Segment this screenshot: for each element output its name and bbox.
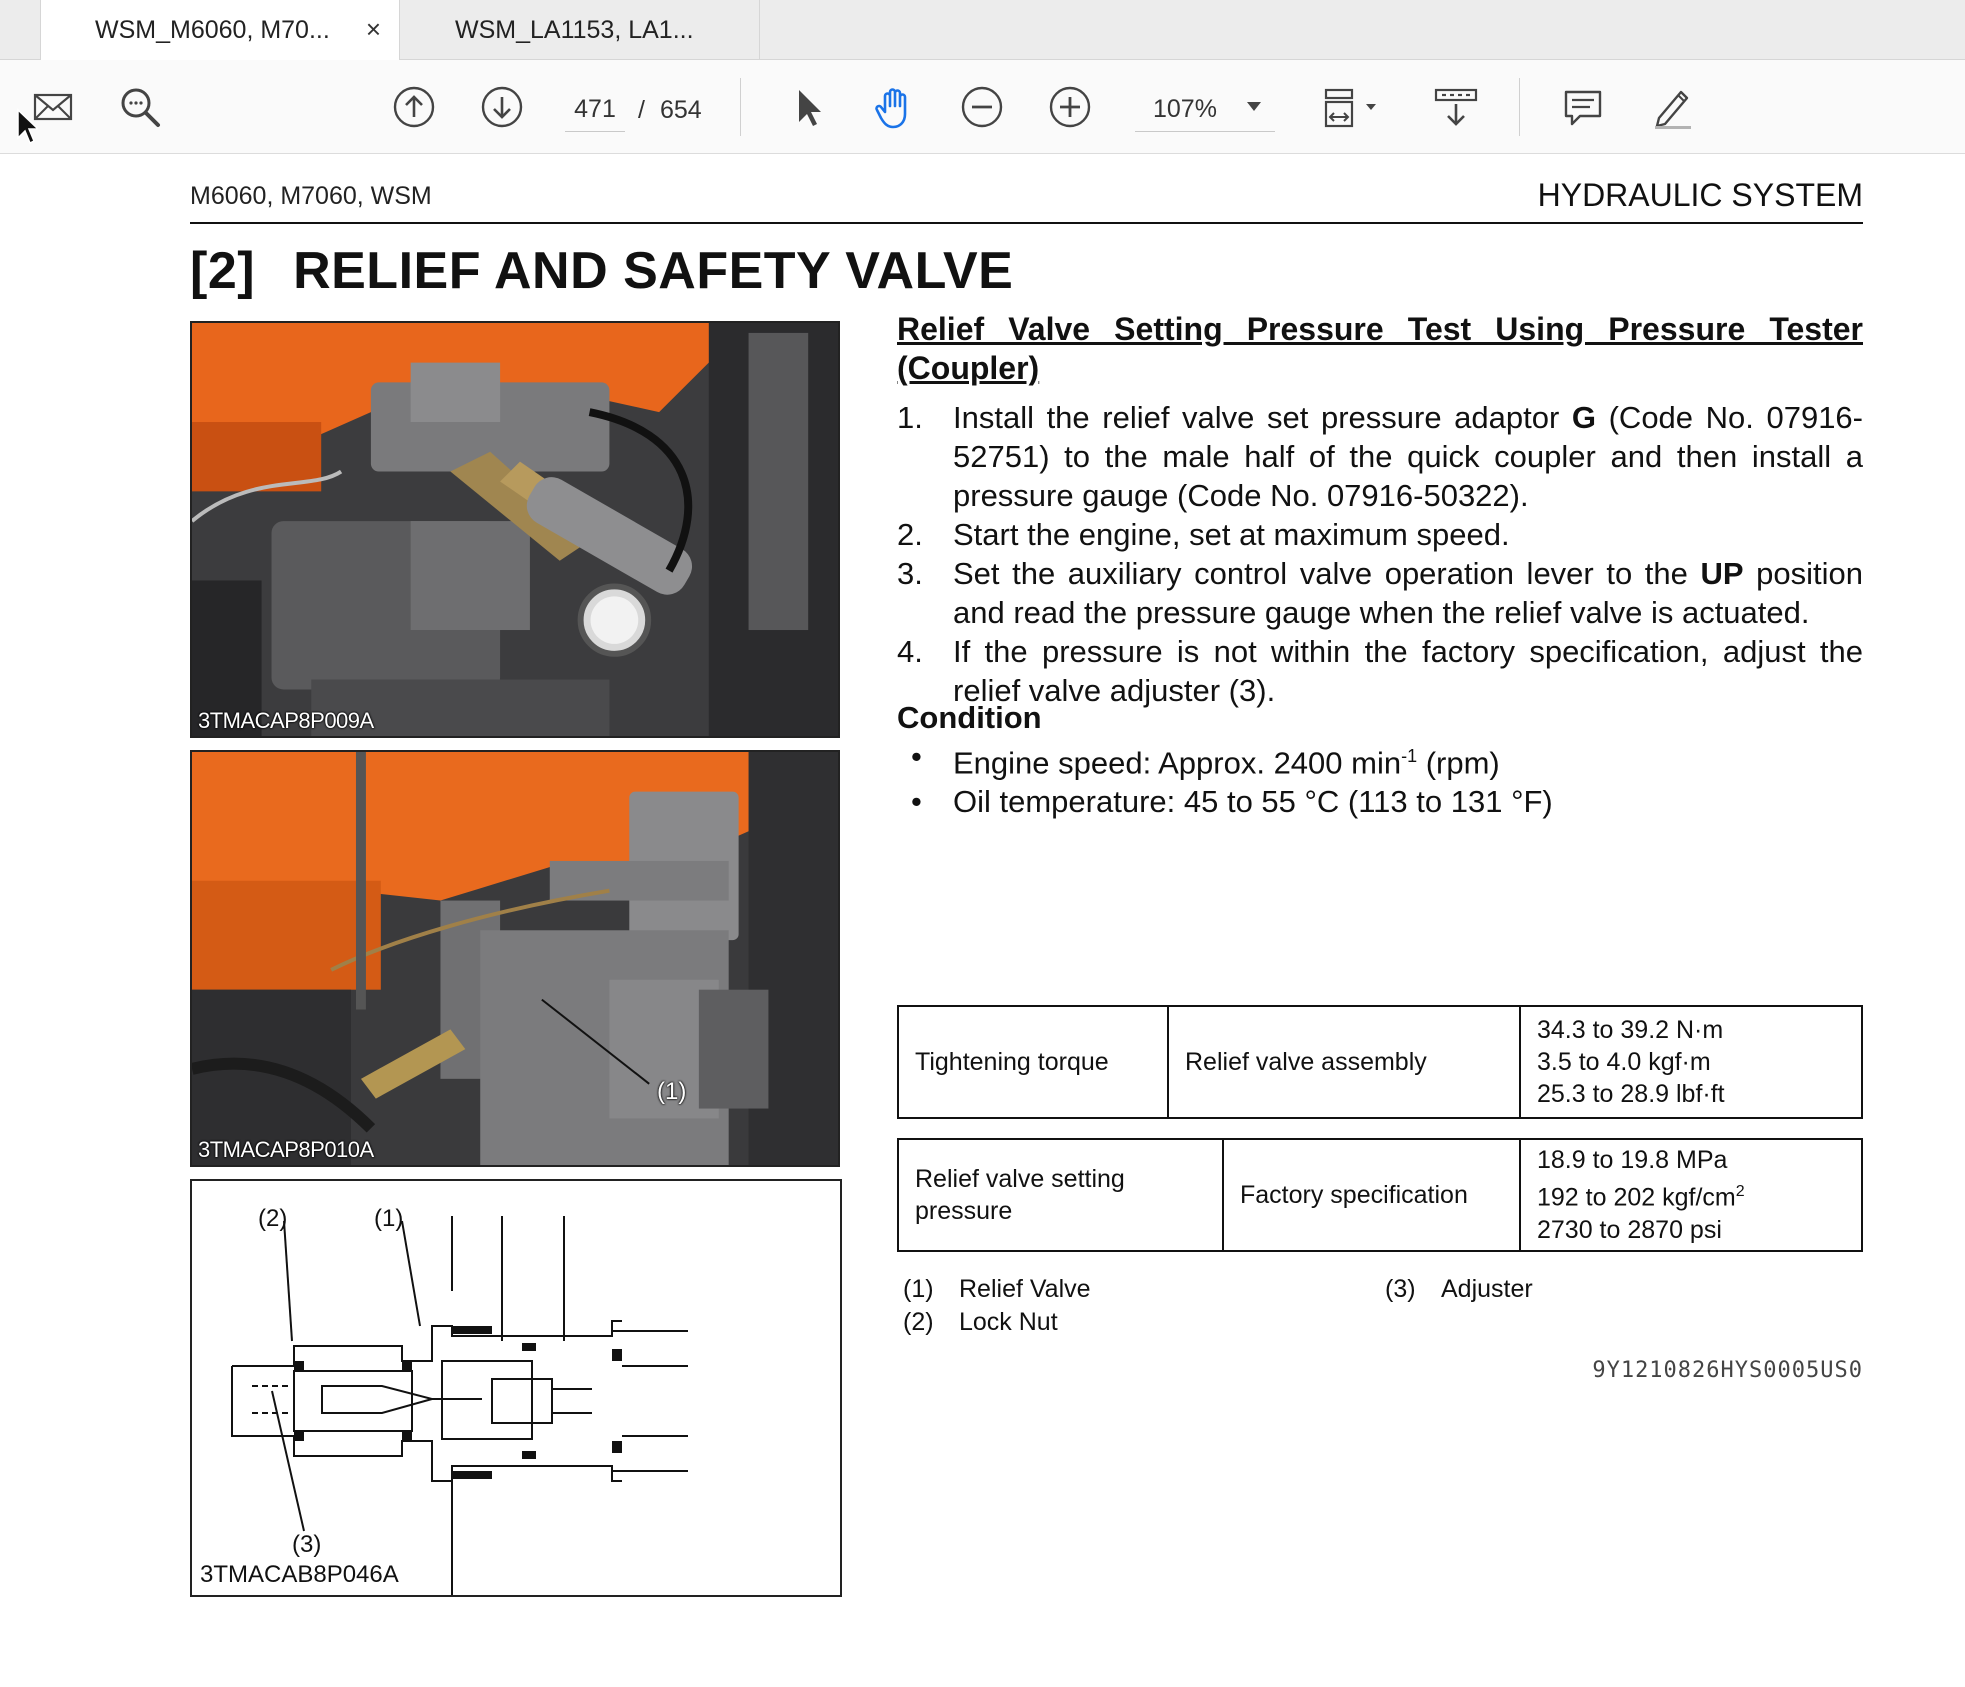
pdf-page xyxy=(0,155,1965,1687)
pdf-toolbar xyxy=(0,60,1965,154)
fit-page-icon[interactable] xyxy=(1318,82,1388,132)
list-item: 1. Install the relief valve set pressure adaptor G (Code No. 07916-52751) to the male half of the quick coupler and then install a pressure gauge (Code No. 07916-50322). xyxy=(897,400,1863,513)
table-cell: Factory specification xyxy=(1223,1139,1520,1251)
zoom-value: 107% xyxy=(1153,95,1217,123)
tightening-torque-table xyxy=(897,1005,1863,1119)
photo-caption: 3TMACAP8P010A xyxy=(198,1137,374,1162)
toolbar-divider xyxy=(740,78,741,136)
tab-wsm-la1153[interactable] xyxy=(400,0,760,60)
zoom-in-icon[interactable] xyxy=(1045,82,1095,132)
list-item: • Engine speed: Approx. 2400 $\min^{-1} (rpm)$ xyxy=(911,739,1500,781)
diagram-callout-3: (3) xyxy=(292,1531,322,1558)
chevron-down-icon xyxy=(1247,102,1261,111)
photo-callout-1: (1) xyxy=(657,1078,687,1105)
list-item: 3. Set the auxiliary control valve operation lever to the UP position and read the pressure gauge when the relief valve is actuated. xyxy=(897,556,1864,630)
zoom-out-icon[interactable] xyxy=(957,82,1007,132)
tab-label: WSM_LA1153, LA1... xyxy=(455,15,694,44)
running-header-right: HYDRAULIC SYSTEM xyxy=(1537,177,1863,213)
table-cell: Relief valve assembly xyxy=(1168,1006,1520,1118)
section-title xyxy=(190,241,1013,301)
page-number-input[interactable]: 471 xyxy=(565,88,625,132)
table-cell: Tightening torque xyxy=(898,1006,1168,1118)
procedure-heading-cont: (Coupler) xyxy=(897,350,1040,386)
procedure-steps xyxy=(897,398,1863,710)
comment-icon[interactable] xyxy=(1558,82,1608,132)
table-cell: 34.3 to 39.2 N·m 3.5 to 4.0 kgf·m 25.3 to 28.9 lbf·ft xyxy=(1520,1006,1862,1118)
section-number: [2] xyxy=(190,242,256,300)
list-item: 4. If the pressure is not within the factory specification, adjust the relief valve adjuster (3). xyxy=(897,634,1863,708)
tab-wsm-m6060[interactable] xyxy=(40,0,400,60)
legend-item: (2) Lock Nut xyxy=(903,1308,1058,1336)
diagram-caption: 3TMACAB8P046A xyxy=(200,1561,399,1588)
hand-icon[interactable] xyxy=(869,82,919,132)
diagram-callout-1: (1) xyxy=(374,1205,404,1232)
select-arrow-icon[interactable] xyxy=(783,82,833,132)
zoom-select[interactable] xyxy=(1135,88,1275,132)
setting-pressure-table xyxy=(897,1138,1863,1252)
mouse-cursor-icon xyxy=(16,108,38,146)
page-total: 654 xyxy=(660,95,702,124)
section-heading: RELIEF AND SAFETY VALVE xyxy=(293,242,1014,300)
header-rule xyxy=(190,222,1863,224)
running-header-left: M6060, M7060, WSM xyxy=(190,182,432,210)
procedure-heading: Relief Valve Setting Pressure Test Using Pressure Tester xyxy=(897,311,1863,347)
diagram-callout-2: (2) xyxy=(258,1205,288,1232)
legend-item: (3) Adjuster xyxy=(1385,1275,1533,1303)
table-cell: Relief valve setting pressure xyxy=(898,1139,1223,1251)
photo-caption: 3TMACAP8P009A xyxy=(198,708,374,733)
tab-bar xyxy=(0,0,1965,60)
scroll-mode-icon[interactable] xyxy=(1428,82,1484,132)
condition-list xyxy=(897,737,1553,821)
relief-valve-cross-section-diagram xyxy=(190,1179,842,1597)
tab-label: WSM_M6060, M70... xyxy=(95,15,330,44)
page-separator: / xyxy=(638,95,645,124)
photo-relief-valve-test xyxy=(190,321,840,738)
photo-relief-valve-location xyxy=(190,750,840,1167)
page-up-icon[interactable] xyxy=(389,82,439,132)
condition-heading: Condition xyxy=(897,700,1042,735)
document-id: 9Y1210826HYS0005US0 xyxy=(1592,1358,1863,1383)
draw-icon[interactable] xyxy=(1647,82,1697,132)
list-item: • Oil temperature: 45 to 55 °C (113 to 131 °F) xyxy=(911,784,1553,820)
legend-item: (1) Relief Valve xyxy=(903,1275,1091,1303)
page-down-icon[interactable] xyxy=(477,82,527,132)
search-icon[interactable] xyxy=(115,82,165,132)
table-cell: 18.9 to 19.8 MPa 192 to 202 kgf/$cm^2$ 2730 to 2870 psi xyxy=(1520,1139,1862,1251)
close-icon[interactable]: × xyxy=(365,14,381,44)
list-item: 2. Start the engine, set at maximum speed. xyxy=(897,517,1510,552)
toolbar-divider xyxy=(1519,78,1520,136)
